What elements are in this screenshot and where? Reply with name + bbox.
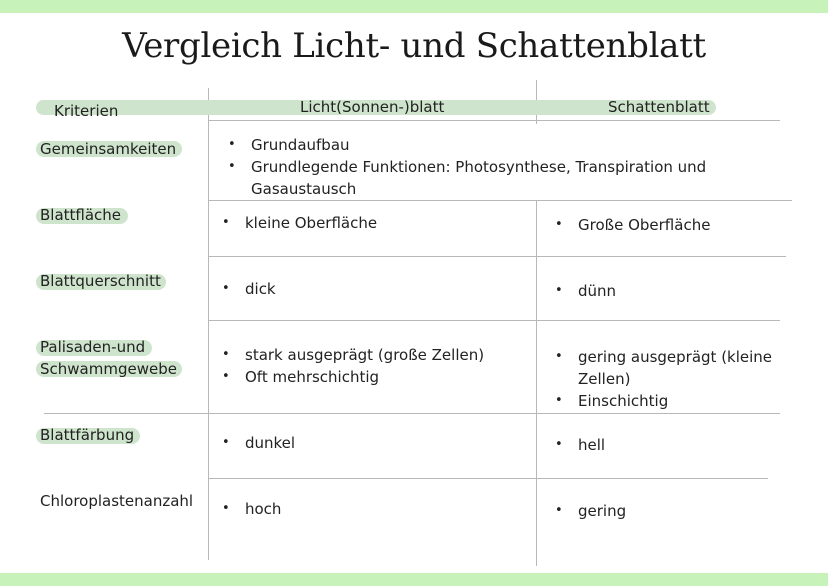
bullet: • xyxy=(555,217,563,232)
bullet: • xyxy=(222,215,230,230)
bullet: • xyxy=(228,137,236,152)
bullet: • xyxy=(228,159,236,174)
criterion-blattquerschnitt: Blattquerschnitt xyxy=(40,272,161,290)
row-line-header xyxy=(208,120,780,121)
criterion-palisaden-line1: Palisaden-und xyxy=(40,338,146,356)
light-cell: dick xyxy=(245,280,276,298)
shade-cell: Einschichtig xyxy=(578,392,669,410)
header-light-leaf: Licht(Sonnen-)blatt xyxy=(300,98,445,116)
bullet: • xyxy=(222,347,230,362)
bottom-band xyxy=(0,573,828,586)
bullet: • xyxy=(555,437,563,452)
light-cell: stark ausgeprägt (große Zellen) xyxy=(245,346,485,364)
shade-cell: gering xyxy=(578,502,627,520)
header-shade-leaf: Schattenblatt xyxy=(608,98,710,116)
bullet: • xyxy=(555,283,563,298)
page-title: Vergleich Licht- und Schattenblatt xyxy=(122,26,706,66)
common-item: Grundaufbau xyxy=(251,136,350,154)
common-item-continued: Gasaustausch xyxy=(251,180,357,198)
row-line-3 xyxy=(208,320,780,321)
header-criteria: Kriterien xyxy=(54,102,119,120)
light-cell: dunkel xyxy=(245,434,296,452)
shade-cell-continued: Zellen) xyxy=(578,370,631,388)
row-line-4 xyxy=(44,413,780,414)
bullet: • xyxy=(555,393,563,408)
criterion-blattflaeche: Blattfläche xyxy=(40,206,122,224)
column-divider-left xyxy=(208,88,209,560)
criterion-chloroplastenanzahl: Chloroplastenanzahl xyxy=(40,492,194,510)
bullet: • xyxy=(222,281,230,296)
bullet: • xyxy=(222,501,230,516)
column-divider-right-lower xyxy=(536,200,537,566)
bullet: • xyxy=(555,349,563,364)
shade-cell: dünn xyxy=(578,282,617,300)
shade-cell: gering ausgeprägt (kleine xyxy=(578,348,773,366)
criterion-blattfaerbung: Blattfärbung xyxy=(40,426,135,444)
row-line-1 xyxy=(208,200,792,201)
bullet: • xyxy=(222,435,230,450)
bullet: • xyxy=(555,503,563,518)
criterion-palisaden-line2: Schwammgewebe xyxy=(40,360,177,378)
shade-cell: Große Oberfläche xyxy=(578,216,711,234)
row-line-5 xyxy=(208,478,768,479)
shade-cell: hell xyxy=(578,436,606,454)
common-item: Grundlegende Funktionen: Photosynthese, Transpiration und xyxy=(251,158,707,176)
light-cell: hoch xyxy=(245,500,282,518)
light-cell: kleine Oberfläche xyxy=(245,214,378,232)
criterion-gemeinsamkeiten: Gemeinsamkeiten xyxy=(40,140,177,158)
row-line-2 xyxy=(208,256,786,257)
top-band xyxy=(0,0,828,13)
light-cell: Oft mehrschichtig xyxy=(245,368,380,386)
bullet: • xyxy=(222,369,230,384)
